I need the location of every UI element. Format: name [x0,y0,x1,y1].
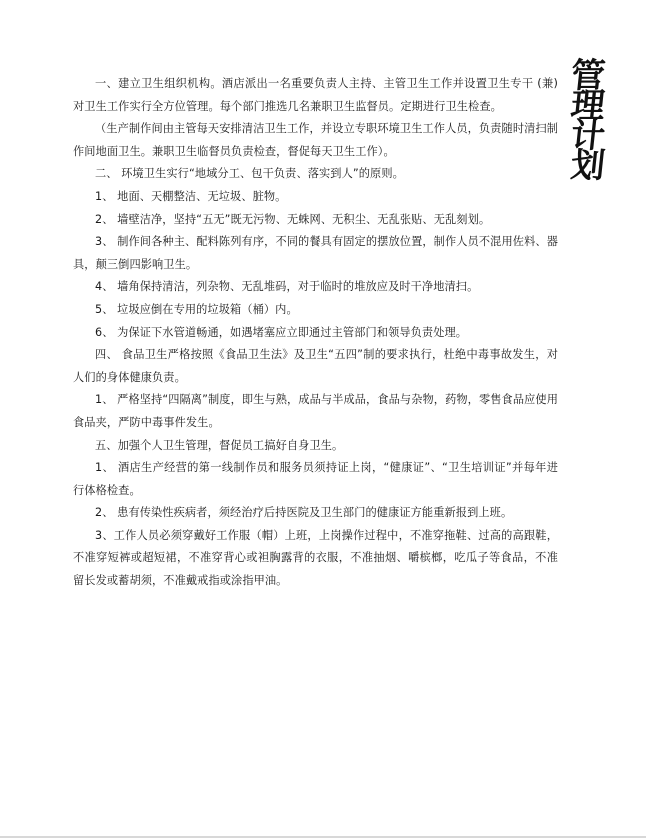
paragraph: 4、 墙角保持清洁，列杂物、无乱堆码，对于临时的堆放应及时干净地清扫。 [95,280,479,294]
title-char: 计 [568,116,607,156]
paragraph: 6、 为保证下水管道畅通，如遇堵塞应立即通过主管部门和领导负责处理。 [95,325,468,339]
paragraph: 一、建立卫生组织机构。酒店派出一名重要负责人主持、主管卫生工作并设置卫生专干 (兼) 对卫生工作实行全方位管理。每个部门推选几名兼职卫生监督员。定期进行卫生检查。 [73,77,558,113]
paragraph: 四、 食品卫生严格按照《食品卫生法》及卫生“五四”制的要求执行，杜绝中毒事故发生，对人们的身体健康负责。 [73,348,558,384]
paragraph: 3、工作人员必须穿戴好工作服（帽）上班，上岗操作过程中，不准穿拖鞋、过高的高跟鞋，不准穿短裤或超短裙，不准穿背心或袒胸露背的衣服，不准抽烟、嚼槟榔，吃瓜子等食品，不准留长发或蓄胡须，不准戴戒指或涂指甲油。 [73,528,558,588]
paragraph: 2、 患有传染性疾病者，须经治疗后持医院及卫生部门的健康证方能重新报到上班。 [95,506,513,520]
paragraph: 1、 严格坚持“四隔离”制度，即生与熟，成品与半成品，食品与杂物，药物，零售食品应使用食品夹，严防中毒事件发生。 [73,393,558,429]
paragraph: 1、 地面、天棚整洁、无垃圾、脏物。 [95,189,287,203]
paragraph: 2、 墙壁洁净，坚持“五无”既无污物、无蛛网、无积尘、无乱张贴、无乱刻划。 [95,212,491,226]
paragraph: 二、 环境卫生实行“地域分工、包干负责、落实到人”的原则。 [95,167,404,181]
paragraph: （生产制作间由主管每天安排清洁卫生工作，并设立专职环境卫生工作人员，负责随时清扫制作间地面卫生。兼职卫生临督员负责检查，督促每天卫生工作）。 [73,122,558,158]
paragraph: 5、 垃圾应倒在专用的垃圾箱（桶）内。 [95,302,298,316]
paragraph: 五、加强个人卫生管理，督促员工搞好自身卫生。 [95,438,344,452]
title-char: 划 [568,146,607,186]
paragraph: 1、 酒店生产经营的第一线制作员和服务员须持证上岗，“健康证”、“卫生培训证”并每年进行体格检查。 [73,461,558,497]
document-body [73,73,558,593]
paragraph: 3、 制作间各种主、配料陈列有序，不同的餐具有固定的摆放位置，制作人员不混用佐料、器具，颠三倒四影响卫生。 [73,235,558,271]
vertical-title [568,56,608,186]
title-char: 管 [568,56,607,96]
title-char: 理 [568,86,607,126]
